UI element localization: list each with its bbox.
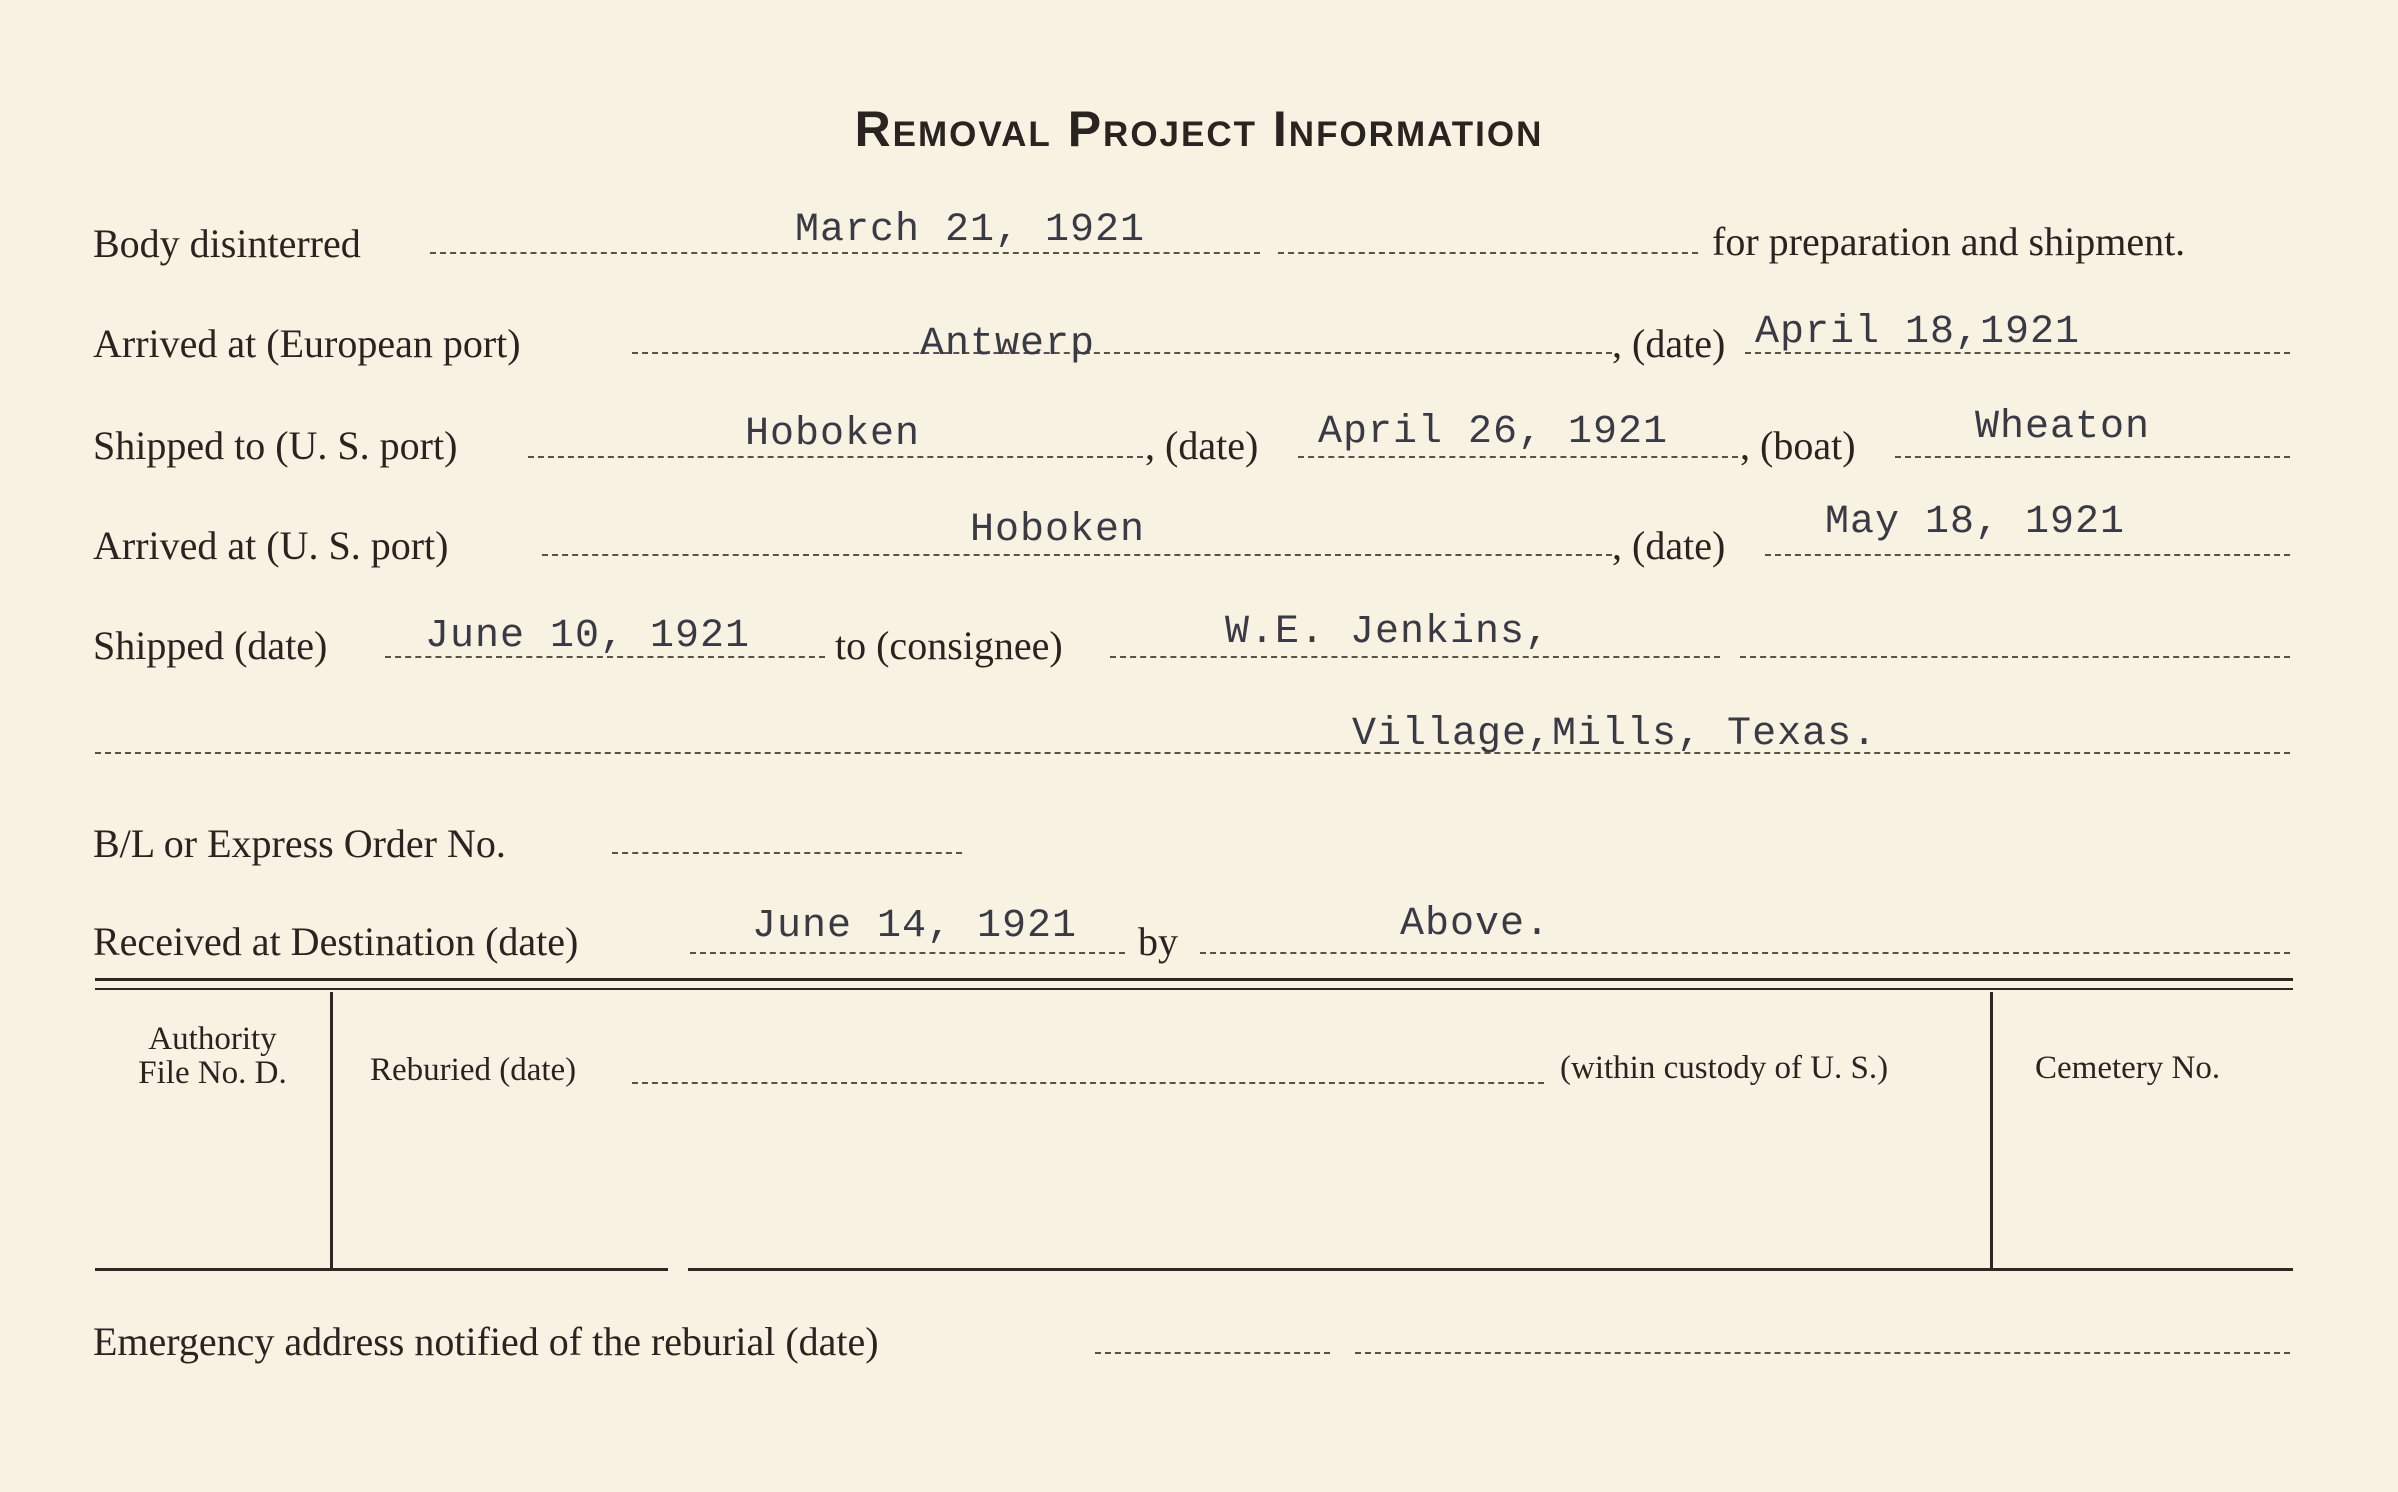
table-bottom-rule-2 (688, 1268, 2293, 1271)
consignee-value[interactable]: W.E. Jenkins, (1225, 610, 1551, 655)
arrived-us-date-line (1765, 554, 2290, 556)
shipped-us-date-label: , (date) (1145, 423, 1259, 468)
cemetery-label: Cemetery No. (2035, 1050, 2221, 1086)
consignee-address-value[interactable]: Village,Mills, Texas. (1352, 712, 1878, 757)
shipped-us-date-line (1298, 456, 1738, 458)
received-by-line (1200, 952, 2290, 954)
shipped-us-date-value[interactable]: April 26, 1921 (1318, 410, 1669, 455)
shipped-us-label: Shipped to (U. S. port) (93, 423, 458, 468)
table-top-rule-2 (95, 988, 2293, 990)
body-disinterred-line-2 (1278, 252, 1698, 254)
authority-label (95, 1022, 330, 1090)
reburied-line[interactable] (632, 1082, 1544, 1084)
arrived-us-label: Arrived at (U. S. port) (93, 523, 449, 568)
page-title: Removal Project Information (854, 101, 1544, 157)
address-line (95, 752, 2290, 754)
emergency-label: Emergency address notified of the reburial (date) (93, 1319, 879, 1364)
authority-label-line1: Authority (148, 1021, 277, 1057)
shipped-date-label: Shipped (date) (93, 623, 328, 668)
reburied-label: Reburied (date) (370, 1052, 577, 1088)
arrived-european-label: Arrived at (European port) (93, 321, 521, 366)
shipped-us-boat-line (1895, 456, 2290, 458)
custody-label: (within custody of U. S.) (1560, 1050, 1889, 1086)
consignee-line (1110, 656, 1720, 658)
arrived-european-date-value[interactable]: April 18,1921 (1755, 310, 2081, 355)
table-divider-left (330, 992, 333, 1269)
bl-order-label: B/L or Express Order No. (93, 821, 506, 866)
arrived-european-date-label: , (date) (1612, 321, 1726, 366)
arrived-us-date-label: , (date) (1612, 523, 1726, 568)
received-line (690, 952, 1125, 954)
received-by-value[interactable]: Above. (1400, 902, 1551, 947)
arrived-us-line (542, 554, 1612, 556)
received-value[interactable]: June 14, 1921 (752, 904, 1078, 949)
table-top-rule (95, 978, 2293, 981)
shipped-us-value[interactable]: Hoboken (745, 412, 921, 457)
preparation-shipment-label: for preparation and shipment. (1712, 219, 2186, 264)
arrived-us-date-value[interactable]: May 18, 1921 (1825, 500, 2126, 545)
arrived-european-line (632, 352, 1612, 354)
consignee-line-2 (1740, 656, 2290, 658)
arrived-european-value[interactable]: Antwerp (920, 322, 1096, 367)
received-by-label: by (1138, 919, 1178, 964)
received-label: Received at Destination (date) (93, 919, 579, 964)
table-divider-right (1990, 992, 1993, 1269)
body-disinterred-label: Body disinterred (93, 221, 361, 266)
authority-label-line2: File No. D. (138, 1055, 287, 1091)
consignee-label: to (consignee) (835, 623, 1063, 668)
emergency-line-2 (1355, 1352, 2290, 1354)
shipped-us-boat-label: , (boat) (1740, 423, 1856, 468)
bl-order-line (612, 852, 962, 854)
arrived-us-value[interactable]: Hoboken (970, 508, 1146, 553)
shipped-date-value[interactable]: June 10, 1921 (425, 614, 751, 659)
body-disinterred-value[interactable]: March 21, 1921 (795, 208, 1146, 253)
table-bottom-rule-1 (95, 1268, 668, 1271)
shipped-us-boat-value[interactable]: Wheaton (1975, 405, 2151, 450)
emergency-line (1095, 1352, 1330, 1354)
